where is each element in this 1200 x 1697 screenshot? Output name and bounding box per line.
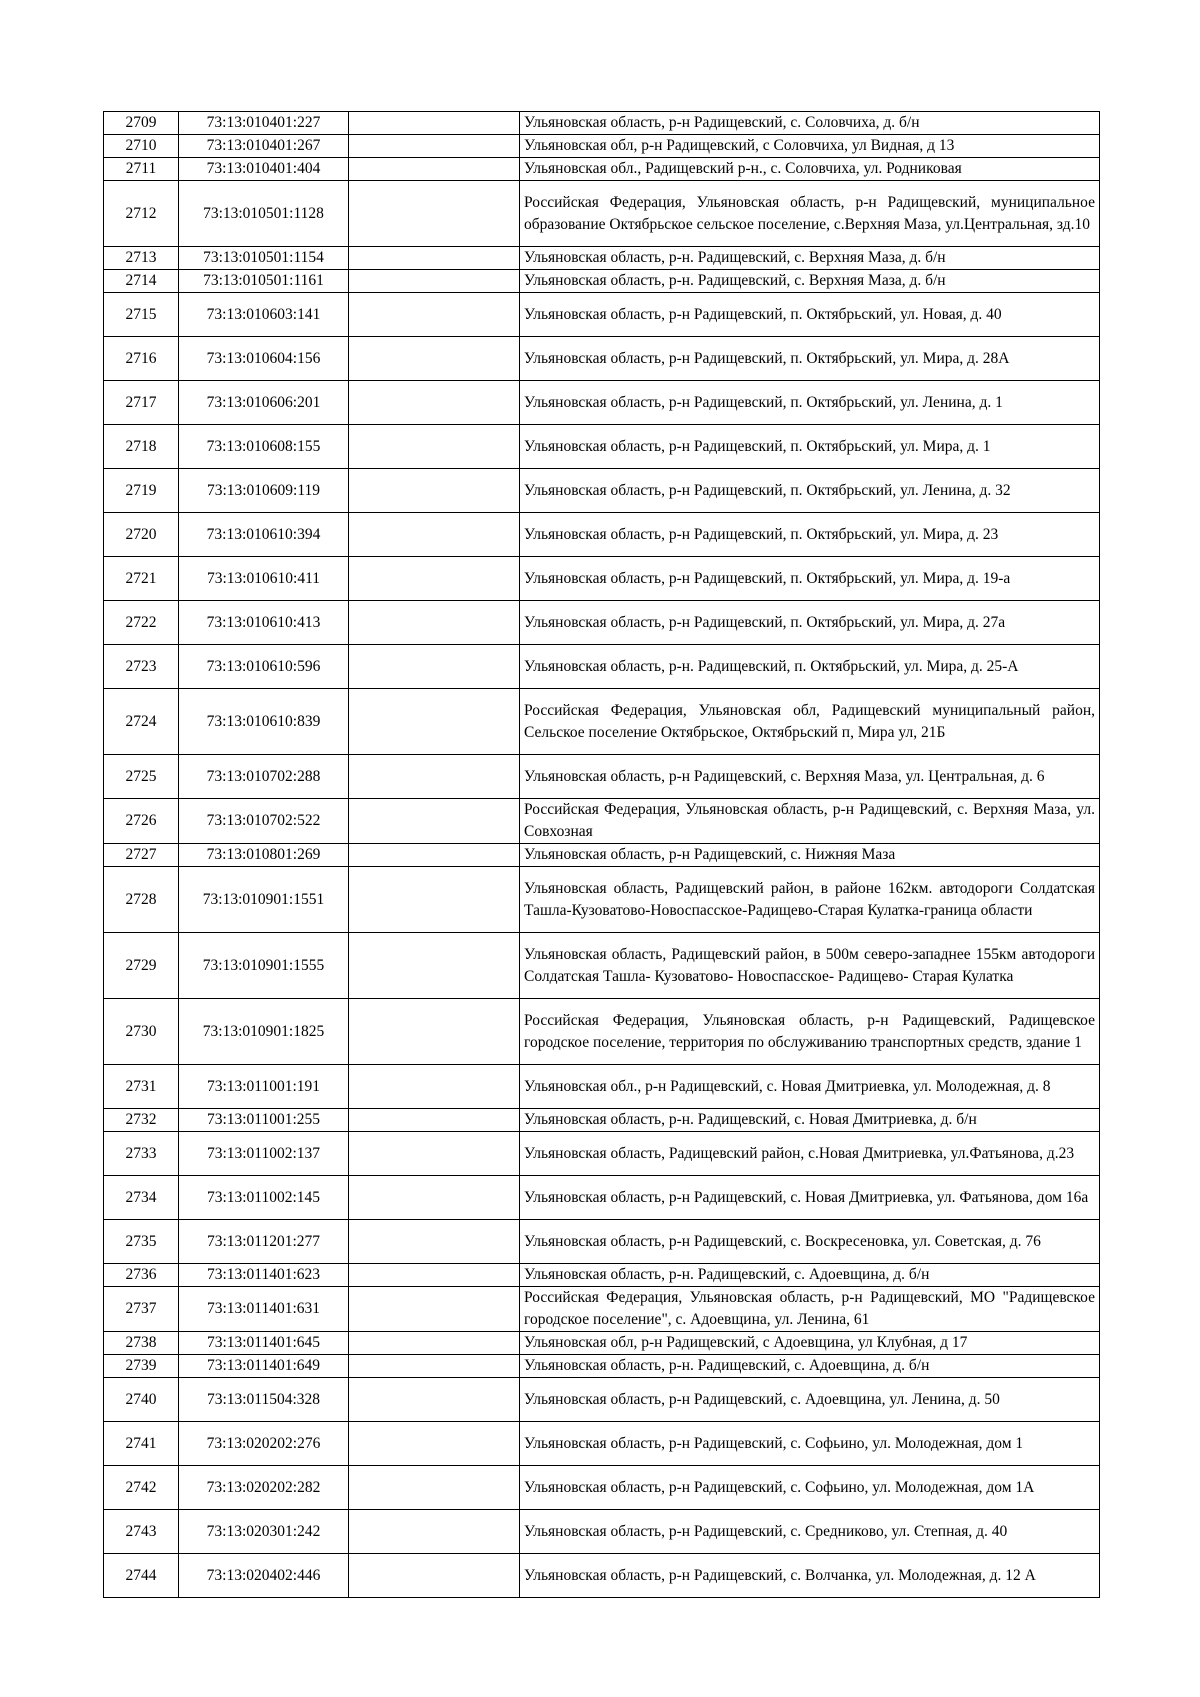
address-cell: Российская Федерация, Ульяновская обл, Радищевский муниципальный район, Сельское поселение Октябрьское, Октябрьский п, Мира ул, 21Б xyxy=(520,689,1100,755)
address-cell: Ульяновская область, р-н Радищевский, с. Нижняя Маза xyxy=(520,844,1100,867)
table-row xyxy=(104,1065,1100,1109)
registry-table-body xyxy=(104,112,1100,1598)
empty-cell xyxy=(349,867,520,933)
row-number-cell: 2737 xyxy=(104,1287,179,1332)
row-number-cell: 2728 xyxy=(104,867,179,933)
cadastral-number-cell: 73:13:010610:413 xyxy=(179,601,349,645)
table-row xyxy=(104,1264,1100,1287)
empty-cell xyxy=(349,425,520,469)
cadastral-number-cell: 73:13:010603:141 xyxy=(179,293,349,337)
empty-cell xyxy=(349,270,520,293)
table-row xyxy=(104,381,1100,425)
cadastral-number-cell: 73:13:010610:394 xyxy=(179,513,349,557)
cadastral-number-cell: 73:13:010702:522 xyxy=(179,799,349,844)
cadastral-number-cell: 73:13:010610:596 xyxy=(179,645,349,689)
address-cell: Ульяновская область, р-н Радищевский, с. Средниково, ул. Степная, д. 40 xyxy=(520,1510,1100,1554)
empty-cell xyxy=(349,1422,520,1466)
row-number-cell: 2739 xyxy=(104,1355,179,1378)
row-number-cell: 2726 xyxy=(104,799,179,844)
table-row xyxy=(104,1422,1100,1466)
table-row xyxy=(104,933,1100,999)
empty-cell xyxy=(349,337,520,381)
empty-cell xyxy=(349,557,520,601)
table-row xyxy=(104,1332,1100,1355)
address-cell: Ульяновская область, р-н. Радищевский, п. Октябрьский, ул. Мира, д. 25-А xyxy=(520,645,1100,689)
cadastral-number-cell: 73:13:010609:119 xyxy=(179,469,349,513)
address-cell: Ульяновская область, р-н Радищевский, п. Октябрьский, ул. Мира, д. 27а xyxy=(520,601,1100,645)
cadastral-number-cell: 73:13:010606:201 xyxy=(179,381,349,425)
empty-cell xyxy=(349,689,520,755)
table-row xyxy=(104,1378,1100,1422)
address-cell: Ульяновская область, р-н. Радищевский, с. Адоевщина, д. б/н xyxy=(520,1355,1100,1378)
cadastral-number-cell: 73:13:010604:156 xyxy=(179,337,349,381)
table-row xyxy=(104,158,1100,181)
address-cell: Ульяновская область, р-н Радищевский, п. Октябрьский, ул. Новая, д. 40 xyxy=(520,293,1100,337)
empty-cell xyxy=(349,1378,520,1422)
cadastral-number-cell: 73:13:010501:1128 xyxy=(179,181,349,247)
cadastral-number-cell: 73:13:011002:137 xyxy=(179,1132,349,1176)
cadastral-number-cell: 73:13:010801:269 xyxy=(179,844,349,867)
row-number-cell: 2730 xyxy=(104,999,179,1065)
empty-cell xyxy=(349,999,520,1065)
address-cell: Российская Федерация, Ульяновская область, р-н Радищевский, МО "Радищевское городское поселение", с. Адоевщина, ул. Ленина, 61 xyxy=(520,1287,1100,1332)
table-row xyxy=(104,1220,1100,1264)
row-number-cell: 2738 xyxy=(104,1332,179,1355)
table-row xyxy=(104,1355,1100,1378)
address-cell: Ульяновская область, р-н Радищевский, с. Адоевщина, ул. Ленина, д. 50 xyxy=(520,1378,1100,1422)
cadastral-number-cell: 73:13:010901:1551 xyxy=(179,867,349,933)
empty-cell xyxy=(349,755,520,799)
table-row xyxy=(104,1176,1100,1220)
empty-cell xyxy=(349,158,520,181)
row-number-cell: 2735 xyxy=(104,1220,179,1264)
empty-cell xyxy=(349,293,520,337)
registry-table xyxy=(103,111,1100,1598)
empty-cell xyxy=(349,513,520,557)
address-cell: Ульяновская область, Радищевский район, в районе 162км. автодороги Солдатская Ташла-Кузоватово-Новоспасское-Радищево-Старая Кулатка-граница области xyxy=(520,867,1100,933)
empty-cell xyxy=(349,1264,520,1287)
empty-cell xyxy=(349,1355,520,1378)
cadastral-number-cell: 73:13:010610:411 xyxy=(179,557,349,601)
empty-cell xyxy=(349,933,520,999)
row-number-cell: 2744 xyxy=(104,1554,179,1598)
table-row xyxy=(104,469,1100,513)
table-row xyxy=(104,425,1100,469)
table-row xyxy=(104,1132,1100,1176)
cadastral-number-cell: 73:13:010501:1161 xyxy=(179,270,349,293)
table-row xyxy=(104,844,1100,867)
table-row xyxy=(104,799,1100,844)
empty-cell xyxy=(349,844,520,867)
table-row xyxy=(104,1466,1100,1510)
cadastral-number-cell: 73:13:011401:623 xyxy=(179,1264,349,1287)
cadastral-number-cell: 73:13:011002:145 xyxy=(179,1176,349,1220)
row-number-cell: 2727 xyxy=(104,844,179,867)
table-row xyxy=(104,270,1100,293)
row-number-cell: 2722 xyxy=(104,601,179,645)
table-row xyxy=(104,645,1100,689)
empty-cell xyxy=(349,1510,520,1554)
cadastral-number-cell: 73:13:011001:191 xyxy=(179,1065,349,1109)
address-cell: Ульяновская область, р-н Радищевский, с. Новая Дмитриевка, ул. Фатьянова, дом 16а xyxy=(520,1176,1100,1220)
empty-cell xyxy=(349,1287,520,1332)
empty-cell xyxy=(349,1132,520,1176)
row-number-cell: 2732 xyxy=(104,1109,179,1132)
row-number-cell: 2734 xyxy=(104,1176,179,1220)
address-cell: Ульяновская обл, р-н Радищевский, с Адоевщина, ул Клубная, д 17 xyxy=(520,1332,1100,1355)
cadastral-number-cell: 73:13:011001:255 xyxy=(179,1109,349,1132)
table-row xyxy=(104,181,1100,247)
empty-cell xyxy=(349,381,520,425)
cadastral-number-cell: 73:13:010901:1555 xyxy=(179,933,349,999)
empty-cell xyxy=(349,247,520,270)
table-row xyxy=(104,337,1100,381)
cadastral-number-cell: 73:13:010401:267 xyxy=(179,135,349,158)
address-cell: Ульяновская область, р-н Радищевский, с. Софьино, ул. Молодежная, дом 1 xyxy=(520,1422,1100,1466)
row-number-cell: 2718 xyxy=(104,425,179,469)
cadastral-number-cell: 73:13:010702:288 xyxy=(179,755,349,799)
row-number-cell: 2736 xyxy=(104,1264,179,1287)
address-cell: Ульяновская область, Радищевский район, с.Новая Дмитриевка, ул.Фатьянова, д.23 xyxy=(520,1132,1100,1176)
table-row xyxy=(104,601,1100,645)
address-cell: Ульяновская область, р-н Радищевский, с. Воскресеновка, ул. Советская, д. 76 xyxy=(520,1220,1100,1264)
table-row xyxy=(104,112,1100,135)
empty-cell xyxy=(349,112,520,135)
row-number-cell: 2721 xyxy=(104,557,179,601)
row-number-cell: 2719 xyxy=(104,469,179,513)
table-row xyxy=(104,1109,1100,1132)
table-row xyxy=(104,247,1100,270)
cadastral-number-cell: 73:13:010608:155 xyxy=(179,425,349,469)
row-number-cell: 2733 xyxy=(104,1132,179,1176)
address-cell: Ульяновская область, р-н Радищевский, с. Верхняя Маза, ул. Центральная, д. 6 xyxy=(520,755,1100,799)
empty-cell xyxy=(349,1332,520,1355)
address-cell: Ульяновская область, р-н. Радищевский, с. Адоевщина, д. б/н xyxy=(520,1264,1100,1287)
row-number-cell: 2725 xyxy=(104,755,179,799)
address-cell: Российская Федерация, Ульяновская область, р-н Радищевский, муниципальное образование Октябрьское сельское поселение, с.Верхняя Маза, ул.Центральная, зд.10 xyxy=(520,181,1100,247)
table-row xyxy=(104,513,1100,557)
row-number-cell: 2723 xyxy=(104,645,179,689)
row-number-cell: 2741 xyxy=(104,1422,179,1466)
cadastral-number-cell: 73:13:010501:1154 xyxy=(179,247,349,270)
table-row xyxy=(104,755,1100,799)
row-number-cell: 2716 xyxy=(104,337,179,381)
empty-cell xyxy=(349,1109,520,1132)
empty-cell xyxy=(349,181,520,247)
address-cell: Ульяновская область, р-н. Радищевский, с. Верхняя Маза, д. б/н xyxy=(520,270,1100,293)
cadastral-number-cell: 73:13:020202:282 xyxy=(179,1466,349,1510)
address-cell: Ульяновская область, р-н Радищевский, с. Волчанка, ул. Молодежная, д. 12 А xyxy=(520,1554,1100,1598)
cadastral-number-cell: 73:13:010610:839 xyxy=(179,689,349,755)
cadastral-number-cell: 73:13:020202:276 xyxy=(179,1422,349,1466)
address-cell: Ульяновская обл., Радищевский р-н., с. Соловчиха, ул. Родниковая xyxy=(520,158,1100,181)
row-number-cell: 2713 xyxy=(104,247,179,270)
cadastral-number-cell: 73:13:011401:649 xyxy=(179,1355,349,1378)
cadastral-number-cell: 73:13:020402:446 xyxy=(179,1554,349,1598)
address-cell: Ульяновская обл., р-н Радищевский, с. Новая Дмитриевка, ул. Молодежная, д. 8 xyxy=(520,1065,1100,1109)
empty-cell xyxy=(349,135,520,158)
row-number-cell: 2714 xyxy=(104,270,179,293)
empty-cell xyxy=(349,469,520,513)
address-cell: Ульяновская область, р-н Радищевский, п. Октябрьский, ул. Мира, д. 28А xyxy=(520,337,1100,381)
row-number-cell: 2743 xyxy=(104,1510,179,1554)
table-row xyxy=(104,557,1100,601)
table-row xyxy=(104,689,1100,755)
row-number-cell: 2709 xyxy=(104,112,179,135)
empty-cell xyxy=(349,645,520,689)
table-row xyxy=(104,135,1100,158)
row-number-cell: 2715 xyxy=(104,293,179,337)
row-number-cell: 2710 xyxy=(104,135,179,158)
empty-cell xyxy=(349,799,520,844)
table-row xyxy=(104,1510,1100,1554)
cadastral-number-cell: 73:13:010401:404 xyxy=(179,158,349,181)
cadastral-number-cell: 73:13:020301:242 xyxy=(179,1510,349,1554)
row-number-cell: 2731 xyxy=(104,1065,179,1109)
row-number-cell: 2712 xyxy=(104,181,179,247)
address-cell: Ульяновская область, р-н Радищевский, с. Соловчиха, д. б/н xyxy=(520,112,1100,135)
cadastral-number-cell: 73:13:011201:277 xyxy=(179,1220,349,1264)
table-row xyxy=(104,867,1100,933)
empty-cell xyxy=(349,1176,520,1220)
address-cell: Ульяновская область, р-н Радищевский, с. Софьино, ул. Молодежная, дом 1А xyxy=(520,1466,1100,1510)
row-number-cell: 2724 xyxy=(104,689,179,755)
address-cell: Ульяновская обл, р-н Радищевский, с Соловчиха, ул Видная, д 13 xyxy=(520,135,1100,158)
row-number-cell: 2720 xyxy=(104,513,179,557)
empty-cell xyxy=(349,1466,520,1510)
cadastral-number-cell: 73:13:010401:227 xyxy=(179,112,349,135)
cadastral-number-cell: 73:13:011401:645 xyxy=(179,1332,349,1355)
address-cell: Ульяновская область, р-н Радищевский, п. Октябрьский, ул. Ленина, д. 32 xyxy=(520,469,1100,513)
address-cell: Ульяновская область, р-н. Радищевский, с. Верхняя Маза, д. б/н xyxy=(520,247,1100,270)
row-number-cell: 2717 xyxy=(104,381,179,425)
table-row xyxy=(104,1554,1100,1598)
row-number-cell: 2740 xyxy=(104,1378,179,1422)
empty-cell xyxy=(349,601,520,645)
address-cell: Ульяновская область, р-н Радищевский, п. Октябрьский, ул. Мира, д. 19-а xyxy=(520,557,1100,601)
address-cell: Российская Федерация, Ульяновская область, р-н Радищевский, Радищевское городское поселение, территория по обслуживанию транспортных средств, здание 1 xyxy=(520,999,1100,1065)
empty-cell xyxy=(349,1220,520,1264)
row-number-cell: 2729 xyxy=(104,933,179,999)
table-row xyxy=(104,293,1100,337)
address-cell: Ульяновская область, р-н Радищевский, п. Октябрьский, ул. Ленина, д. 1 xyxy=(520,381,1100,425)
cadastral-number-cell: 73:13:010901:1825 xyxy=(179,999,349,1065)
empty-cell xyxy=(349,1554,520,1598)
table-row xyxy=(104,1287,1100,1332)
empty-cell xyxy=(349,1065,520,1109)
cadastral-number-cell: 73:13:011504:328 xyxy=(179,1378,349,1422)
address-cell: Ульяновская область, р-н Радищевский, п. Октябрьский, ул. Мира, д. 1 xyxy=(520,425,1100,469)
table-row xyxy=(104,999,1100,1065)
row-number-cell: 2711 xyxy=(104,158,179,181)
address-cell: Ульяновская область, р-н. Радищевский, с. Новая Дмитриевка, д. б/н xyxy=(520,1109,1100,1132)
address-cell: Российская Федерация, Ульяновская область, р-н Радищевский, с. Верхняя Маза, ул. Совхозная xyxy=(520,799,1100,844)
address-cell: Ульяновская область, Радищевский район, в 500м северо-западнее 155км автодороги Солдатская Ташла- Кузоватово- Новоспасское- Радищево- Старая Кулатка xyxy=(520,933,1100,999)
cadastral-number-cell: 73:13:011401:631 xyxy=(179,1287,349,1332)
row-number-cell: 2742 xyxy=(104,1466,179,1510)
address-cell: Ульяновская область, р-н Радищевский, п. Октябрьский, ул. Мира, д. 23 xyxy=(520,513,1100,557)
